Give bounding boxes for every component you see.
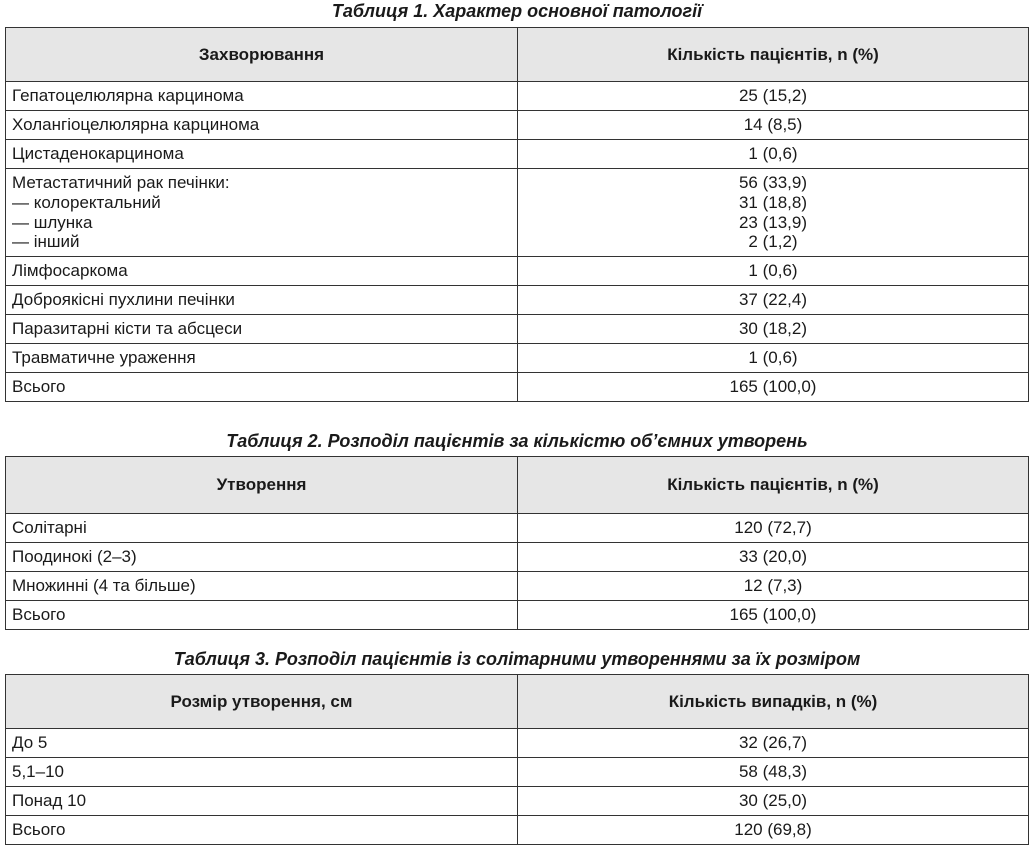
- table-row: [6, 543, 1029, 572]
- row-label: Лімфосаркома: [6, 257, 518, 286]
- table-row-total: [6, 816, 1029, 845]
- row-value: 33 (20,0): [518, 543, 1029, 572]
- row-value: 1 (0,6): [518, 140, 1029, 169]
- table1: [5, 27, 1029, 402]
- row-label: Травматичне ураження: [6, 344, 518, 373]
- row-value: 37 (22,4): [518, 286, 1029, 315]
- sub-value-other: 2 (1,2): [748, 232, 798, 252]
- sub-value-stomach: 23 (13,9): [738, 212, 808, 232]
- row-value: 58 (48,3): [518, 758, 1029, 787]
- row-label: До 5: [6, 729, 518, 758]
- table2-header-row: [6, 457, 1029, 514]
- row-label: Поодинокі (2–3): [6, 543, 518, 572]
- table3-caption: Таблиця 3. Розподіл пацієнтів із солітарними утвореннями за їх розміром: [173, 649, 861, 669]
- sub-label-colorectal: — колоректальний: [12, 192, 161, 212]
- row-value: 32 (26,7): [518, 729, 1029, 758]
- table2-caption: Таблиця 2. Розподіл пацієнтів за кількістю об’ємних утворень: [226, 431, 808, 451]
- table-row: [6, 344, 1029, 373]
- row-label: Понад 10: [6, 787, 518, 816]
- table1-header-disease: Захворювання: [6, 28, 518, 82]
- sub-label-stomach: — шлунка: [12, 212, 93, 232]
- table-row-total: [6, 373, 1029, 402]
- row-label: Холангіоцелюлярна карцинома: [6, 111, 518, 140]
- row-value: 12 (7,3): [518, 572, 1029, 601]
- table-row: [6, 82, 1029, 111]
- row-value: 25 (15,2): [518, 82, 1029, 111]
- table-row: [6, 140, 1029, 169]
- row-value: 30 (25,0): [518, 787, 1029, 816]
- row-label: Гепатоцелюлярна карцинома: [6, 82, 518, 111]
- table3-header-count: Кількість випадків, n (%): [518, 675, 1029, 729]
- row-value: 120 (72,7): [518, 514, 1029, 543]
- table-row: [6, 787, 1029, 816]
- table2: [5, 456, 1029, 630]
- table3-header-row: [6, 675, 1029, 729]
- table2-header-count: Кількість пацієнтів, n (%): [518, 457, 1029, 514]
- row-label: Множинні (4 та більше): [6, 572, 518, 601]
- metastatic-label: Метастатичний рак печінки:: [12, 173, 230, 193]
- table-row: [6, 572, 1029, 601]
- table-row: [6, 758, 1029, 787]
- table-row: [6, 111, 1029, 140]
- table-row: [6, 729, 1029, 758]
- row-label: Всього: [6, 373, 518, 402]
- row-value: 165 (100,0): [518, 373, 1029, 402]
- row-value: 165 (100,0): [518, 601, 1029, 630]
- table1-caption: Таблиця 1. Характер основної патології: [331, 1, 703, 21]
- table-row-total: [6, 601, 1029, 630]
- row-value: 1 (0,6): [518, 257, 1029, 286]
- row-label: Паразитарні кісти та абсцеси: [6, 315, 518, 344]
- table3: [5, 674, 1029, 845]
- table-row: [6, 257, 1029, 286]
- table1-header-count: Кількість пацієнтів, n (%): [518, 28, 1029, 82]
- table-row: [6, 514, 1029, 543]
- table-row: [6, 286, 1029, 315]
- row-value: [518, 169, 1029, 257]
- row-value: 14 (8,5): [518, 111, 1029, 140]
- sub-value-colorectal: 31 (18,8): [738, 192, 808, 212]
- table2-header-formation: Утворення: [6, 457, 518, 514]
- table1-header-row: [6, 28, 1029, 82]
- row-value: 120 (69,8): [518, 816, 1029, 845]
- table-row-metastatic: [6, 169, 1029, 257]
- sub-label-other: — інший: [12, 232, 80, 252]
- row-label: Солітарні: [6, 514, 518, 543]
- metastatic-value: 56 (33,9): [738, 173, 808, 193]
- table-row: [6, 315, 1029, 344]
- row-label: Всього: [6, 816, 518, 845]
- table3-header-size: Розмір утворення, см: [6, 675, 518, 729]
- row-label: Всього: [6, 601, 518, 630]
- row-value: 30 (18,2): [518, 315, 1029, 344]
- row-label: Цистаденокарцинома: [6, 140, 518, 169]
- row-value: 1 (0,6): [518, 344, 1029, 373]
- row-label: [6, 169, 518, 257]
- row-label: Доброякісні пухлини печінки: [6, 286, 518, 315]
- row-label: 5,1–10: [6, 758, 518, 787]
